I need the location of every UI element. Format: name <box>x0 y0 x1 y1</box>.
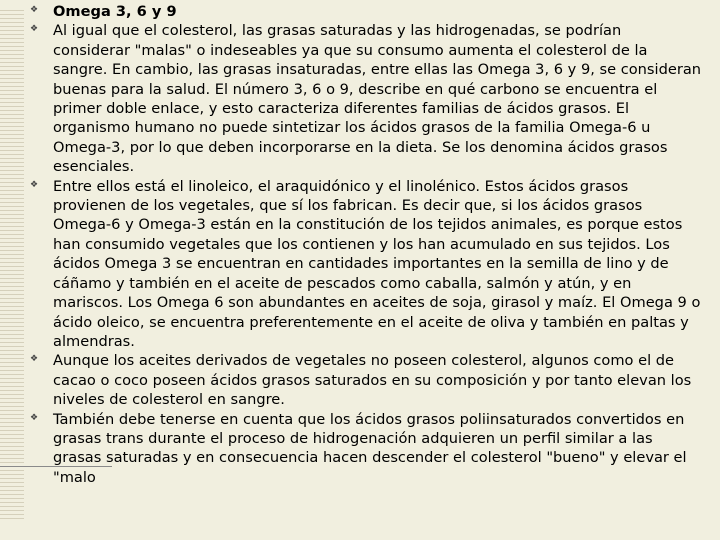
paragraph-text: Aunque los aceites derivados de vegetales no poseen colesterol, algunos como el de cacao o coco poseen ácidos grasos saturados en su composición y por tanto elevan los niveles de colesterol en sangre. <box>53 352 692 409</box>
list-item <box>30 410 702 488</box>
paragraph-text: Al igual que el colesterol, las grasas saturadas y las hidrogenadas, se podrían considerar "malas" o indeseables ya que su consumo aumenta el colesterol de la sangre. En cambio, las grasas insaturadas, entre ellas las Omega 3, 6 y 9, se consideran buenas para la salud. El número 3, 6 o 9, describe en qué carbono se encuentra el primer doble enlace, y esto caracteriza diferentes familias de ácidos grasos. El organismo humano no puede sintetizar los ácidos grasos de la familia Omega-6 u Omega-3, por lo que deben incorporarse en la dieta. Se los denomina ácidos grasos esenciales. <box>53 22 702 176</box>
decorative-margin-rule <box>0 10 24 522</box>
bullet-icon: ❖ <box>30 179 39 190</box>
bullet-icon: ❖ <box>30 412 39 423</box>
paragraph-text: Entre ellos está el linoleico, el araquidónico y el linolénico. Estos ácidos grasos provienen de los vegetales, que sí los fabrican. Es decir que, si los ácidos grasos Omega-6 y Omega-3 están en la constitución de los tejidos animales, es porque estos han consumido vegetales que los contienen y los han acumulado en sus tejidos. Los ácidos Omega 3 se encuentran en cantidades importantes en la semilla de lino y de cáñamo y también en el aceite de pescados como caballa, salmón y atún, y en mariscos. Los Omega 6 son abundantes en aceites de soja, girasol y maíz. El Omega 9 o ácido oleico, se encuentra preferentemente en el aceite de oliva y también en paltas y almendras. <box>53 177 701 350</box>
bullet-list <box>30 2 702 487</box>
bullet-icon: ❖ <box>30 24 39 35</box>
bullet-icon: ❖ <box>30 5 39 15</box>
list-item <box>30 351 702 409</box>
list-item <box>30 21 702 176</box>
slide-heading: Omega 3, 6 y 9 <box>53 3 177 20</box>
list-item <box>30 177 702 352</box>
bullet-icon: ❖ <box>30 354 39 365</box>
paragraph-text: También debe tenerse en cuenta que los ácidos grasos poliinsaturados convertidos en grasas trans durante el proceso de hidrogenación adquieren un perfil similar a las grasas saturadas y en consecuencia hacen descender el colesterol "bueno" y elevar el "malo <box>53 410 687 486</box>
list-item <box>30 2 702 21</box>
